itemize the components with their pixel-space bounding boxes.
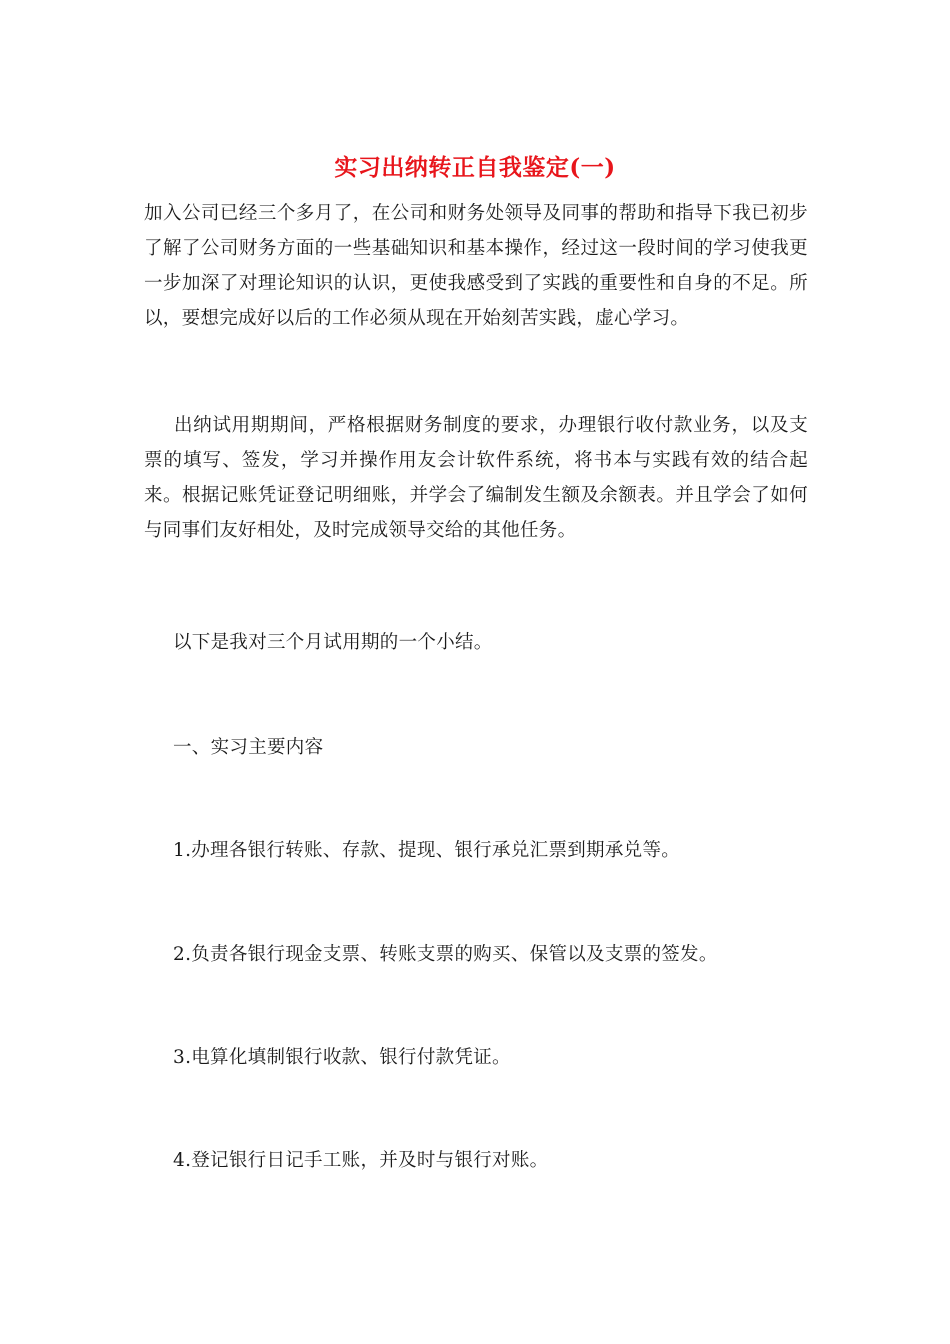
document-title: 实习出纳转正自我鉴定(一) [334,154,616,181]
paragraph-intro: 加入公司已经三个多月了，在公司和财务处领导及同事的帮助和指导下我已初步了解了公司财务方面的一些基础知识和基本操作，经过这一段时间的学习使我更一步加深了对理论知识的认识，更使我感受到了实践的重要性和自身的不足。所以，要想完成好以后的工作必须从现在开始刻苦实践，虚心学习。 [144,203,808,329]
list-item: 2.负责各银行现金支票、转账支票的购买、保管以及支票的签发。 [173,944,718,965]
summary-intro: 以下是我对三个月试用期的一个小结。 [173,632,493,653]
list-item: 4.登记银行日记手工账，并及时与银行对账。 [173,1150,549,1171]
list-item: 3.电算化填制银行收款、银行付款凭证。 [173,1047,511,1068]
list-item: 1.办理各银行转账、存款、提现、银行承兑汇票到期承兑等。 [173,840,681,861]
section-heading: 一、实习主要内容 [173,737,324,758]
paragraph-probation: 出纳试用期期间，严格根据财务制度的要求，办理银行收付款业务，以及支票的填写、签发，学习并操作用友会计软件系统，将书本与实践有效的结合起来。根据记账凭证登记明细账，并学会了编制发生额及余额表。并且学会了如何与同事们友好相处，及时完成领导交给的其他任务。 [144,415,808,541]
